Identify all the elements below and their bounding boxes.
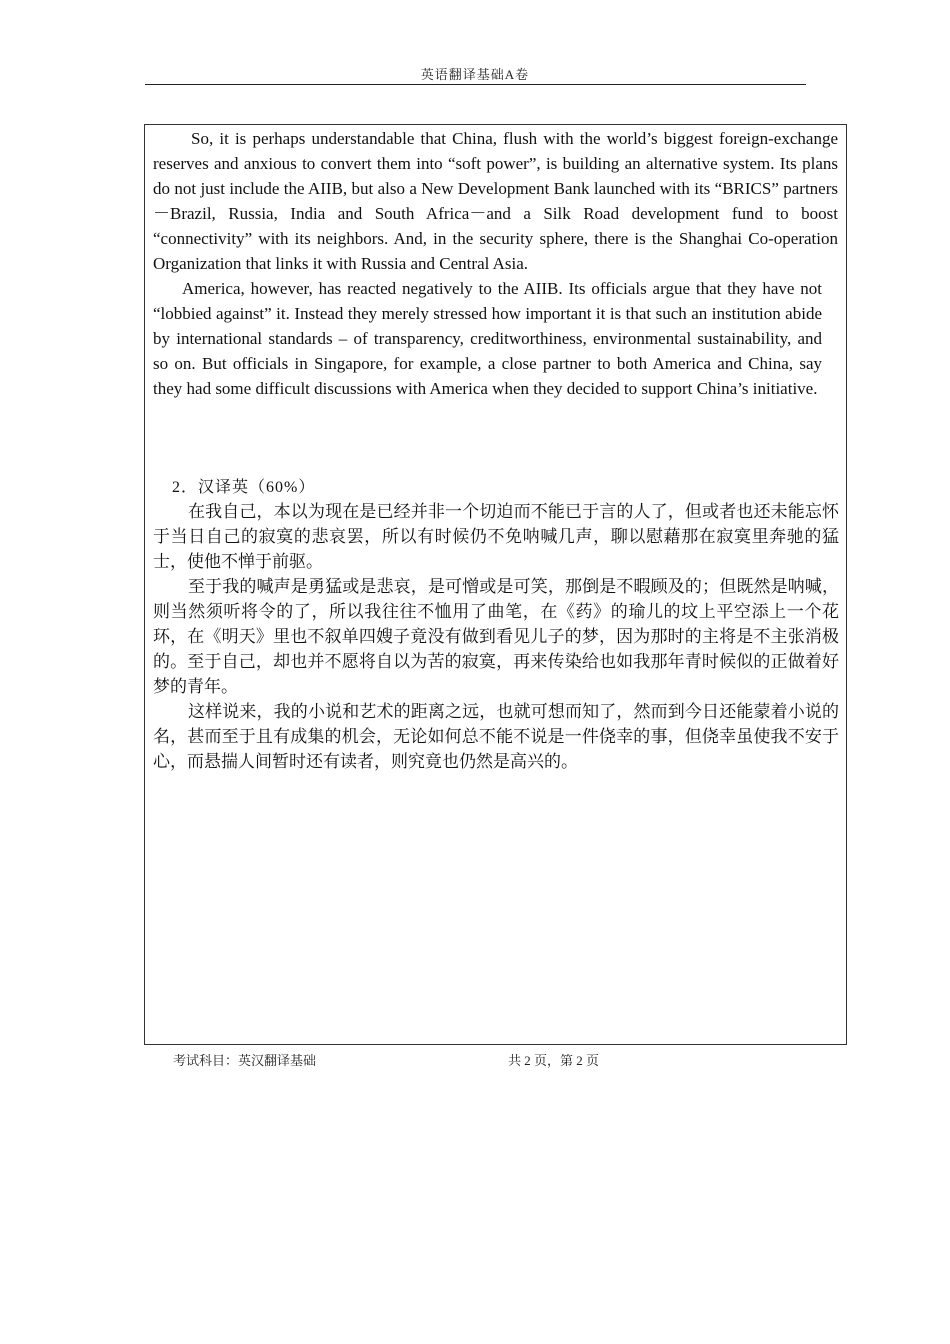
exam-subject: 考试科目：英汉翻译基础: [173, 1053, 317, 1068]
english-passage: [153, 126, 838, 401]
header-divider: [145, 84, 806, 85]
page-number: 共 2 页，第 2 页: [508, 1053, 600, 1068]
chinese-passage: [153, 499, 839, 774]
english-paragraph: America, however, has reacted negatively to the AIIB. Its officials argue that they have not “lobbied against” it. Instead they merely stressed how important it is that such an institution abide by international standards – of transparency, creditworthiness, environmental sustainability, and so on. But officials in Singapore, for example, a close partner to both America and China, say they had some difficult discussions with America when they decided to support China’s initiative.: [153, 279, 822, 398]
exam-header-title: 英语翻译基础A卷: [420, 67, 530, 82]
chinese-paragraph: 这样说来，我的小说和艺术的距离之远，也就可想而知了，然而到今日还能蒙着小说的名，甚而至于且有成集的机会，无论如何总不能不说是一件侥幸的事，但侥幸虽使我不安于心，而悬揣人间暂时还有读者，则究竟也仍然是高兴的。: [153, 702, 839, 771]
chinese-paragraph: 至于我的喊声是勇猛或是悲哀，是可憎或是可笑，那倒是不暇顾及的；但既然是呐喊，则当然须听将令的了，所以我往往不恤用了曲笔，在《药》的瑜儿的坟上平空添上一个花环，在《明天》里也不叙单四嫂子竟没有做到看见儿子的梦，因为那时的主将是不主张消极的。至于自己，却也并不愿将自以为苦的寂寞，再来传染给也如我那年青时候似的正做着好梦的青年。: [153, 577, 839, 696]
english-paragraph: So, it is perhaps understandable that China, flush with the world’s biggest foreign-exchange reserves and anxious to convert them into “soft power”, is building an alternative system. Its plans do not just include the AIIB, but also a New Development Bank launched with its “BRICS” partners－Brazil, Russia, India and South Africa－and a Silk Road development fund to boost “connectivity” with its neighbors. And, in the security sphere, there is the Shanghai Co-operation Organization that links it with Russia and Central Asia.: [153, 129, 838, 273]
section-title: 2．汉译英（60%）: [172, 479, 316, 496]
chinese-paragraph: 在我自己，本以为现在是已经并非一个切迫而不能已于言的人了，但或者也还未能忘怀于当日自己的寂寞的悲哀罢，所以有时候仍不免呐喊几声，聊以慰藉那在寂寞里奔驰的猛士，使他不惮于前驱。: [153, 502, 839, 571]
